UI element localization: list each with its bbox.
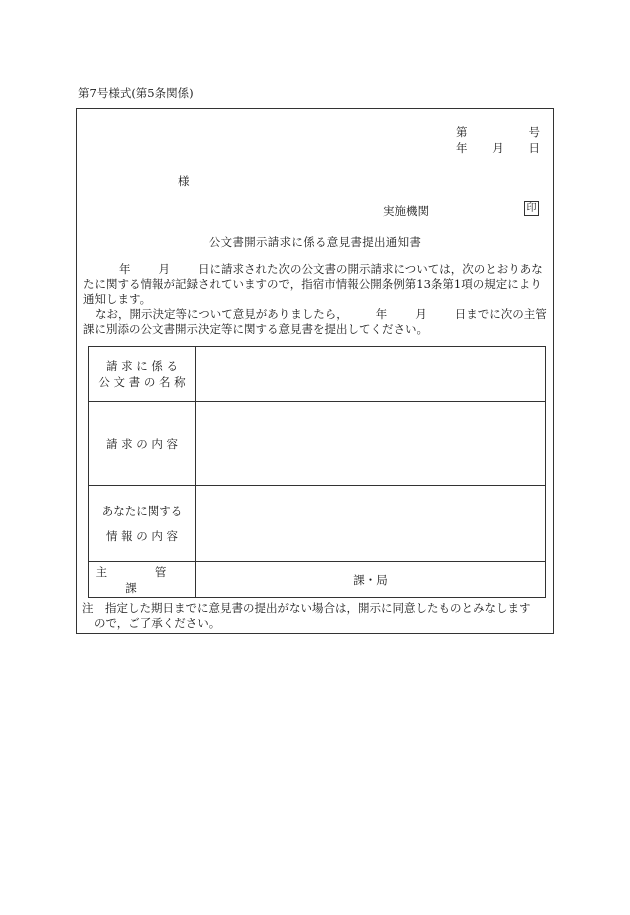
document-title: 公文書開示請求に係る意見書提出通知書 [208, 235, 422, 249]
label-request-content: 請 求 の 内 容 [89, 402, 196, 486]
body-paragraph-1: 年 月 日に請求された次の公文書の開示請求については，次のとおりあなたに関する情報が記録されていますので，指宿市情報公開条例第13条第1項の規定により通知します。 [83, 262, 543, 306]
footnote-line-2: ので，ご了承ください。 [94, 616, 221, 630]
value-document-name[interactable] [196, 347, 546, 402]
table-row [89, 562, 546, 598]
date-year: 年 [456, 141, 468, 155]
value-request-content[interactable] [196, 402, 546, 486]
value-personal-info[interactable] [196, 486, 546, 562]
label-document-name: 請 求 に 係 る 公 文 書 の 名 称 [89, 347, 196, 402]
request-details-table [88, 346, 546, 598]
body-paragraph-2: なお，開示決定等について意見がありましたら， 年 月 日までに次の主管課に別添の公文書開示決定等に関する意見書を提出してください。 [83, 307, 547, 336]
notice-form [76, 108, 554, 634]
table-row [89, 402, 546, 486]
document-date [456, 140, 540, 156]
date-day: 日 [528, 141, 540, 155]
form-number: 第7号様式(第5条関係) [78, 86, 194, 100]
addressee-suffix: 様 [178, 174, 190, 188]
document-number-prefix: 第 [456, 125, 468, 139]
table-row [89, 486, 546, 562]
issuing-agency: 実施機関 [383, 204, 429, 218]
footnote-line-1: 注 指定した期日までに意見書の提出がない場合は，開示に同意したものとみなします [82, 601, 531, 615]
document-number-suffix: 号 [528, 125, 540, 139]
document-number [456, 124, 540, 140]
date-month: 月 [492, 141, 504, 155]
value-responsible-section[interactable]: 課・局 [196, 562, 546, 598]
table-row [89, 347, 546, 402]
seal-icon: 印 [524, 201, 539, 216]
notice-body [83, 262, 549, 337]
footnote [82, 601, 550, 631]
label-personal-info: あなたに関する 情 報 の 内 容 [89, 486, 196, 562]
label-responsible-section: 主 管 課 [89, 562, 196, 598]
